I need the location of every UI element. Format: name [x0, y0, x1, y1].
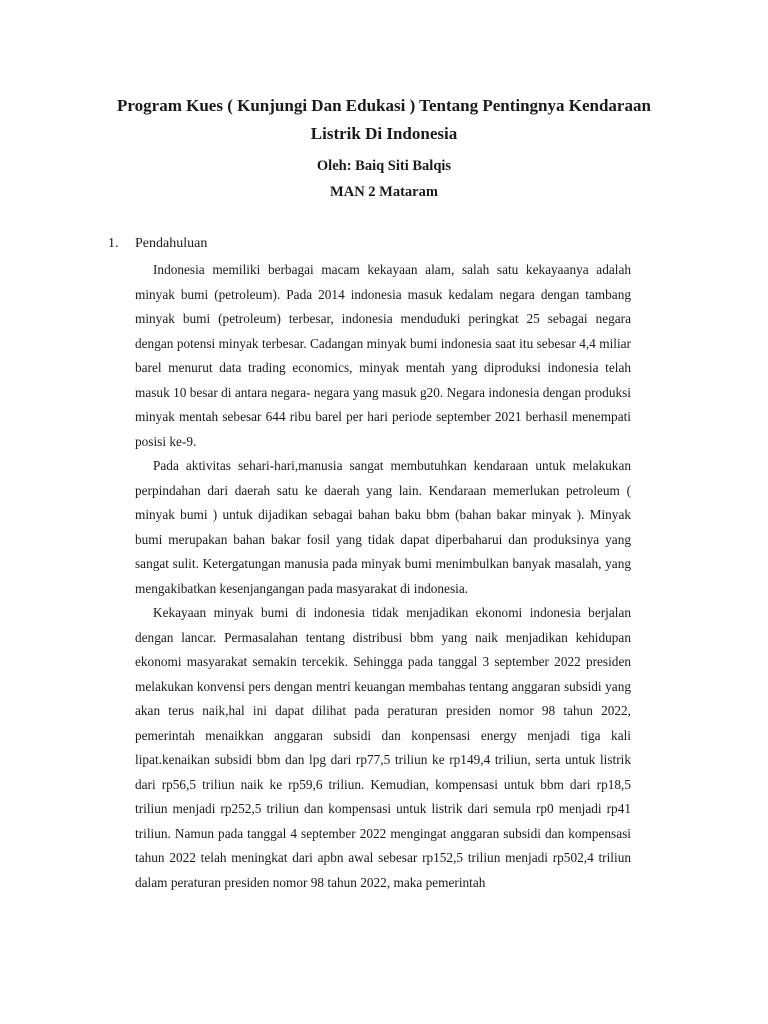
school-line: MAN 2 Mataram: [330, 184, 438, 200]
document-title-line-1: Program Kues ( Kunjungi Dan Edukasi ) Tentang Pentingnya Kendaraan: [117, 96, 651, 115]
section-number: 1.: [108, 236, 119, 251]
author-line: Oleh: Baiq Siti Balqis: [316, 158, 452, 174]
section-heading: [108, 232, 207, 256]
document-title-line-2: Listrik Di Indonesia: [310, 124, 458, 143]
paragraph-3: Kekayaan minyak bumi di indonesia tidak menjadikan ekonomi indonesia berjalan dengan lancar. Permasalahan tentang distribusi bbm yang naik menjadikan kehidupan ekonomi masyarakat semakin tercekik. Sehingga pada tanggal 3 september 2022 presiden melakukan konvensi pers dengan mentri keuangan membahas tentang anggaran subsidi yang akan terus naik,hal ini dapat dilihat pada peraturan presiden nomor 98 tahun 2022, pemerintah menaikkan anggaran subsidi dan konpensasi energy menjadi tiga kali lipat.kenaikan subsidi bbm dan lpg dari rp77,5 triliun ke rp149,4 triliun, serta untuk listrik dari rp56,5 triliun naik ke rp59,6 triliun. Kemudian, kompensasi untuk bbm dari rp18,5 triliun menjadi rp252,5 triliun dan kompensasi untuk listrik dari semula rp0 menjadi rp41 triliun. Namun pada tanggal 4 september 2022 mengingat anggaran subsidi dan kompensasi tahun 2022 telah meningkat dari apbn awal sebesar rp152,5 triliun menjadi rp502,4 triliun dalam peraturan presiden nomor 98 tahun 2022, maka pemerintah: [135, 605, 631, 890]
paragraph-1: Indonesia memiliki berbagai macam kekayaan alam, salah satu kekayaanya adalah minyak bumi (petroleum). Pada 2014 indonesia masuk kedalam negara dengan tambang minyak bumi (petroleum) terbesar, indonesia menduduki peringkat 25 sebagai negara dengan potensi minyak terbesar. Cadangan minyak bumi indonesia saat itu sebesar 4,4 miliar barel menurut data trading economics, minyak mentah yang diproduksi indonesia telah masuk 10 besar di antara negara- negara yang masuk g20. Negara indonesia dengan produksi minyak mentah sebesar 644 ribu barel per hari periode september 2021 berhasil menempati posisi ke-9.: [135, 262, 631, 449]
section-title: Pendahuluan: [135, 236, 208, 251]
section-body: [135, 258, 631, 895]
paragraph-2: Pada aktivitas sehari-hari,manusia sangat membutuhkan kendaraan untuk melakukan perpindahan dari daerah satu ke daerah yang lain. Kendaraan memerlukan petroleum ( minyak bumi ) untuk dijadikan sebagai bahan baku bbm (bahan bakar minyak ). Minyak bumi merupakan bahan bakar fosil yang tidak dapat diperbaharui dan produksinya yang sangat sulit. Ketergatungan manusia pada minyak bumi menimbulkan banyak masalah, yang mengakibatkan kesenjangangan pada masyarakat di indonesia.: [135, 458, 631, 596]
